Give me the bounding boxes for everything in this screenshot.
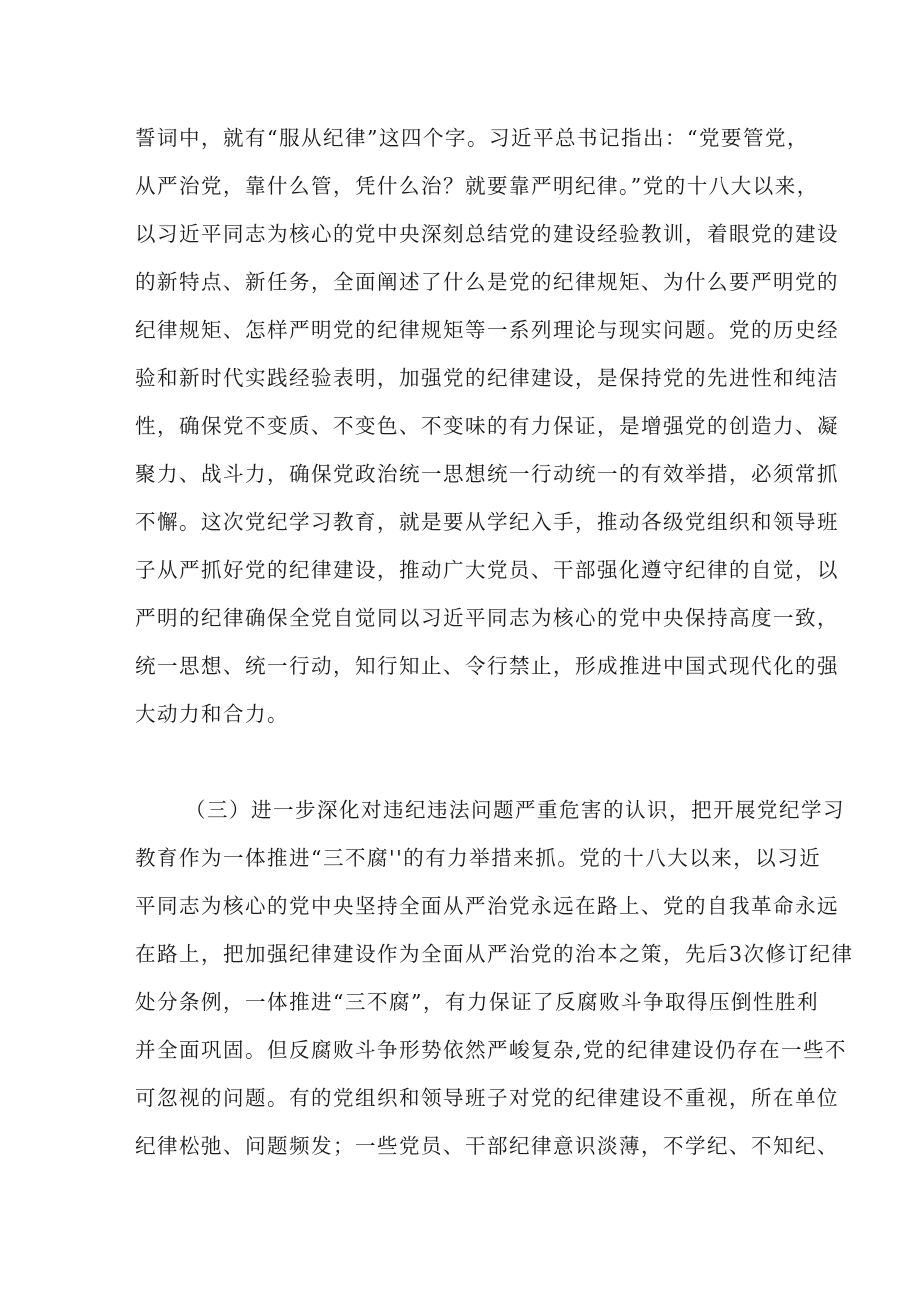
text-line: 可忽视的问题。有的党组织和领导班子对党的纪律建设不重视，所在单位: [135, 1086, 839, 1110]
text-line: 子从严抓好党的纪律建设，推动广大党员、干部强化遵守纪律的自觉，以: [135, 558, 839, 582]
text-line: 性，确保党不变质、不变色、不变味的有力保证，是增强党的创造力、凝: [135, 414, 839, 438]
text-line: 大动力和合力。: [135, 702, 289, 726]
text-line: 平同志为核心的党中央坚持全面从严治党永远在路上、党的自我革命永远: [135, 894, 839, 918]
text-line: 统一思想、统一行动，知行知止、令行禁止，形成推进中国式现代化的强: [135, 654, 839, 678]
text-line: 誓词中，就有“服从纪律”这四个字。习近平总书记指出：“党要管党，: [135, 126, 809, 150]
text-line: 的新特点、新任务，全面阐述了什么是党的纪律规矩、为什么要严明党的: [135, 270, 839, 294]
text-line: 并全面巩固。但反腐败斗争形势依然严峻复杂,党的纪律建设仍存在一些不: [135, 1038, 848, 1062]
text-line: 以习近平同志为核心的党中央深刻总结党的建设经验教训，着眼党的建设: [135, 222, 839, 246]
text-line: 验和新时代实践经验表明，加强党的纪律建设，是保持党的先进性和纯洁: [135, 366, 839, 390]
text-line: 严明的纪律确保全党自觉同以习近平同志为核心的党中央保持高度一致，: [135, 606, 839, 630]
text-line: 纪律松弛、问题频发；一些党员、干部纪律意识淡薄，不学纪、不知纪、: [135, 1134, 839, 1158]
text-line: 处分条例，一体推进“三不腐”，有力保证了反腐败斗争取得压倒性胜利: [135, 990, 819, 1014]
text-line: 不懈。这次党纪学习教育，就是要从学纪入手，推动各级党组织和领导班: [135, 510, 839, 534]
text-line: 纪律规矩、怎样严明党的纪律规矩等一系列理论与现实问题。党的历史经: [135, 318, 839, 342]
text-line: 从严治党，靠什么管，凭什么治？就要靠严明纪律。”党的十八大以来，: [135, 174, 819, 198]
text-line: （三）进一步深化对违纪违法问题严重危害的认识，把开展党纪学习: [185, 798, 845, 822]
text-line: 教育作为一体推进“三不腐''的有力举措来抓。党的十八大以来，以习近: [135, 846, 822, 870]
text-line: 聚力、战斗力，确保党政治统一思想统一行动统一的有效举措，必须常抓: [135, 462, 839, 486]
text-line: 在路上，把加强纪律建设作为全面从严治党的治本之策，先后3次修订纪律: [135, 942, 854, 966]
